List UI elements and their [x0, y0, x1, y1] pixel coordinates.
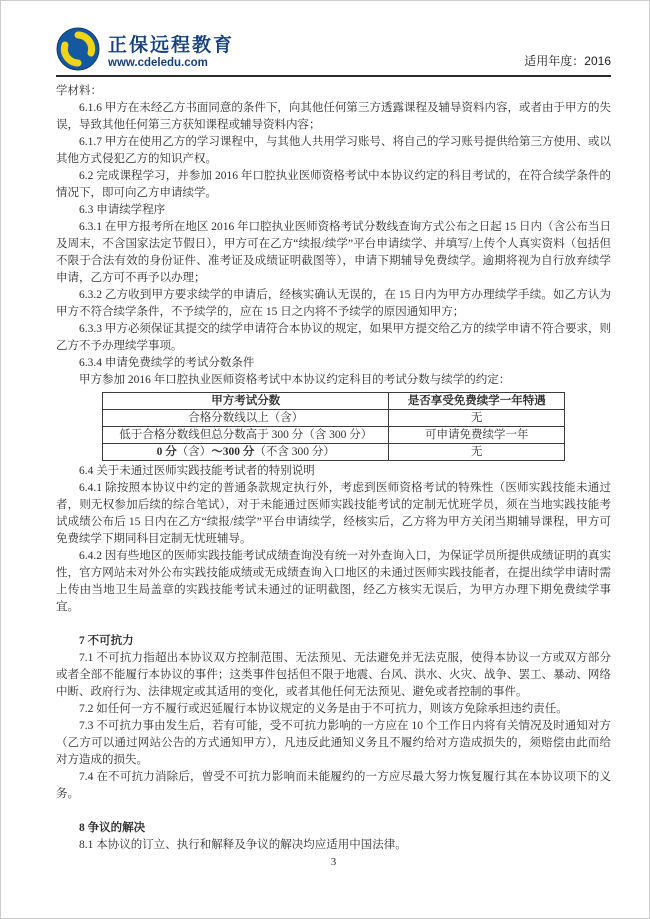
clause-list-bottom: [56, 463, 611, 854]
table-row: [103, 444, 565, 461]
clause-paragraph: 6.1.7 甲方在使用乙方的学习课程中，与其他人共用学习账号、将自己的学习账号提供给第三方使用、或以其他方式侵犯乙方的知识产权。: [56, 136, 611, 165]
clause-paragraph: 学材料：: [56, 85, 102, 97]
clause-paragraph: 6.3.3 甲方必须保证其提交的续学申请符合本协议的规定，如果甲方提交给乙方的续学申请不符合要求，则乙方不予办理续学事项。: [56, 323, 611, 352]
table-cell: 无: [389, 444, 565, 461]
clause-paragraph: 6.3.1 在甲方报考所在地区 2016 年口腔执业医师资格考试分数线查询方式公布之日起 15 日内（含公布当日及周末，不含国家法定节假日），甲方可在乙方“续报/续学”平台申请续学、并填写/上传个人真实资料（包括但不限于合法有效的身份证件、准考证及成绩证明截图等），申请下期辅导免费续学。逾期将视为自行放弃续学申请，乙方可不再予以办理；: [56, 221, 611, 284]
clause-paragraph: 7.4 在不可抗力消除后，曾受不可抗力影响而未能履约的一方应尽最大努力恢复履行其在本协议项下的义务。: [56, 771, 611, 800]
table-header-cell: 甲方考试分数: [103, 393, 389, 410]
table-cell: 合格分数线以上（含）: [103, 410, 389, 427]
section-heading: 7 不可抗力: [79, 635, 134, 647]
brand-name: 正保远程教育: [108, 34, 235, 56]
table-cell: 无: [389, 410, 565, 427]
brand: [56, 27, 234, 71]
clause-paragraph: 8.1 本协议的订立、执行和解释及争议的解决均应适用中国法律。: [79, 839, 407, 851]
brand-url: www.cdeledu.com: [108, 56, 208, 69]
brand-text: [108, 30, 234, 69]
clause-list-top: [56, 83, 611, 389]
clause-paragraph: 6.1.6 甲方在未经乙方书面同意的条件下，向其他任何第三方透露课程及辅导资料内容，或者由于甲方的失误，导致其他任何第三方获知课程或辅导资料内容；: [56, 102, 611, 131]
table-cell: 0 分（含）～300 分（不含 300 分）: [103, 444, 389, 461]
table-cell: 可申请免费续学一年: [389, 427, 565, 444]
page-header: [56, 27, 611, 77]
table-header-row: [103, 393, 565, 410]
page-footer: [56, 856, 611, 868]
clause-paragraph: 7.3 不可抗力事由发生后，若有可能，受不可抗力影响的一方应在 10 个工作日内将有关情况及时通知对方（乙方可以通过网站公告的方式通知甲方），凡违反此通知义务且不履约给对方造成损失的，须赔偿由此而给对方造成的损失。: [56, 720, 611, 766]
page-number: 3: [330, 856, 337, 868]
section-heading: 8 争议的解决: [79, 822, 146, 834]
applicable-year-label: 适用年度：2016: [524, 54, 611, 68]
table-row: [103, 427, 565, 444]
brand-logo-icon: [56, 27, 100, 71]
clause-paragraph: 6.3.4 申请免费续学的考试分数条件: [79, 357, 255, 369]
table-row: [103, 410, 565, 427]
table-body: [103, 410, 565, 461]
clause-paragraph: 6.3.2 乙方收到甲方要求续学的申请后，经核实确认无误的，在 15 日内为甲方办理续学手续。如乙方认为甲方不符合续学条件，不予续学的，应在 15 日之内将不予续学的原因通知甲方；: [56, 289, 611, 318]
table-cell: 低于合格分数线但总分数高于 300 分（含 300 分）: [103, 427, 389, 444]
clause-paragraph: 7.1 不可抗力指超出本协议双方控制范围、无法预见、无法避免并无法克服，使得本协议一方或双方部分或者全部不能履行本协议的事件；这类事件包括但不限于地震、台风、洪水、火灾、战争、罢工、暴动、网络中断、政府行为、法律规定或其适用的变化，或者其他任何无法预见、避免或者控制的事件。: [56, 652, 611, 698]
clause-paragraph: 甲方参加 2016 年口腔执业医师资格考试中本协议约定科目的考试分数与续学的约定：: [79, 374, 511, 386]
table-header-cell: 是否享受免费续学一年特遇: [389, 393, 565, 410]
clause-paragraph: 6.3 申请续学程序: [79, 204, 166, 216]
clause-paragraph: 6.2 完成课程学习，并参加 2016 年口腔执业医师资格考试中本协议约定的科目考试的，在符合续学条件的情况下，即可向乙方申请续学。: [56, 170, 611, 199]
clause-paragraph: 6.4.2 因有些地区的医师实践技能考试成绩查询没有统一对外查询入口，为保证学员所提供成绩证明的真实性，官方网站未对外公布实践技能成绩或无成绩查询入口地区的未通过医师实践技能者，在提出续学申请时需上传由当地卫生局盖章的实践技能考试未通过的证明截图，经乙方核实无误后，为甲方办理下期免费续学事宜。: [56, 550, 611, 613]
clause-paragraph: 6.4 关于未通过医师实践技能考试者的特别说明: [79, 465, 315, 477]
score-renewal-table: [102, 392, 565, 461]
contract-body: [56, 83, 611, 854]
clause-paragraph: 7.2 如任何一方不履行或迟延履行本协议规定的义务是由于不可抗力，则该方免除承担违约责任。: [79, 703, 568, 715]
clause-paragraph: 6.4.1 除按照本协议中约定的普通条款规定执行外，考虑到医师资格考试的特殊性（医师实践技能未通过者，则无权参加后续的综合笔试），对于未能通过医师实践技能考试的定制无忧班学员，须在当地实践技能考试成绩公布后 15 日内在乙方“续报/续学”平台申请续学，经核实后，乙方将为甲方关闭当期辅导课程，甲方可免费续学下期同科目定制无忧班辅导。: [56, 482, 611, 545]
